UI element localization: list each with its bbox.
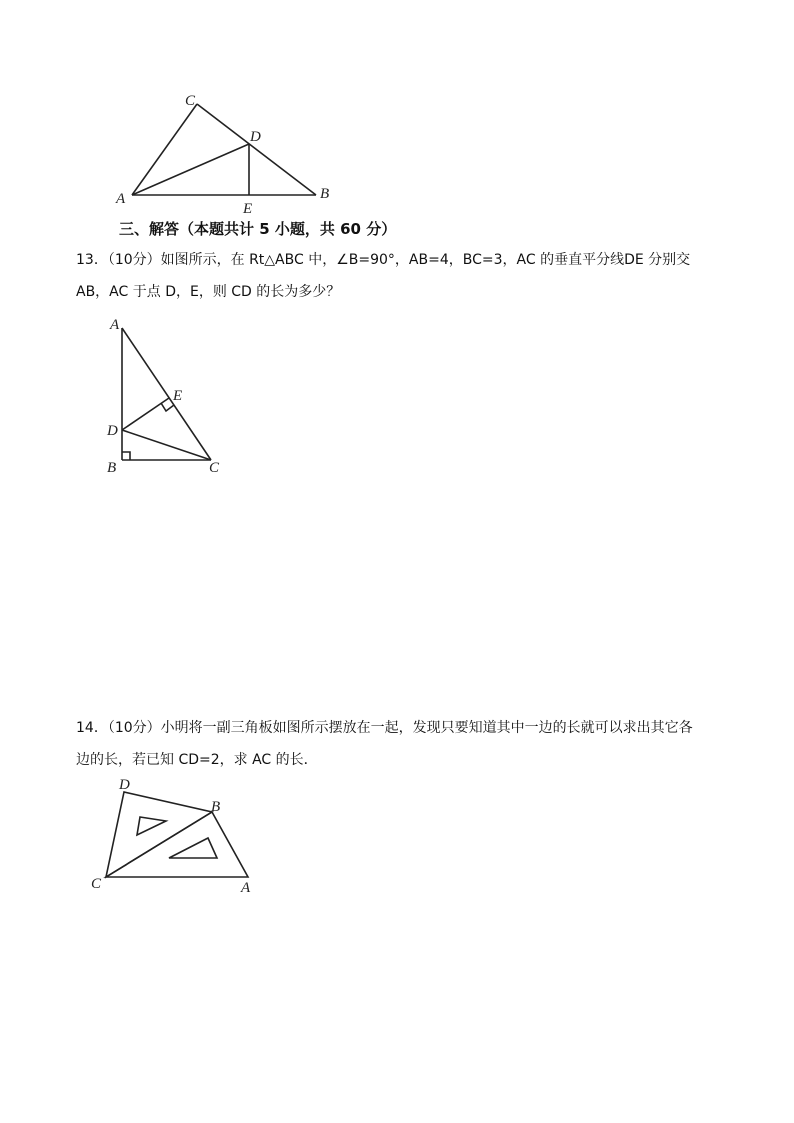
section-heading: 三、解答（本题共计 5 小题，共 60 分） <box>119 220 397 238</box>
label-d: D <box>107 423 118 439</box>
label-d: D <box>250 129 261 145</box>
label-b: B <box>320 186 330 202</box>
segment-de <box>122 398 169 430</box>
label-c: C <box>209 460 220 476</box>
figure-triangle-abc-de <box>110 88 340 218</box>
inner-cutout-right <box>169 838 217 858</box>
triangle-cba <box>106 812 248 877</box>
question-13-line-2: AB，AC 于点 D，E，则 CD 的长为多少？ <box>76 284 341 300</box>
segment-cb <box>197 104 316 195</box>
question-14-line-2: 边的长，若已知 CD=2，求 AC 的长． <box>76 752 318 768</box>
label-a: A <box>110 317 120 333</box>
figure-right-triangle-abc <box>100 312 240 482</box>
label-a: A <box>241 880 251 896</box>
segment-dc <box>122 430 211 460</box>
segment-ac <box>122 328 211 460</box>
label-e: E <box>173 388 183 404</box>
triangle-dcb <box>106 792 212 877</box>
question-13-line-1: 13．（10分）如图所示，在 Rt△ABC 中，∠B=90°，AB=4，BC=3，AC 的垂直平分线DE 分别交 <box>76 252 691 268</box>
label-d: D <box>119 777 130 793</box>
label-c: C <box>185 93 196 109</box>
label-b: B <box>107 460 117 476</box>
inner-cutout-left <box>137 817 166 835</box>
label-c: C <box>91 876 102 892</box>
label-b: B <box>211 799 221 815</box>
label-a: A <box>116 191 126 207</box>
figure-set-squares <box>85 775 265 895</box>
right-angle-mark-e <box>161 403 174 411</box>
right-angle-mark-b <box>122 452 130 460</box>
label-e: E <box>243 201 253 217</box>
question-14-line-1: 14．（10分）小明将一副三角板如图所示摆放在一起，发现只要知道其中一边的长就可以求出其它各 <box>76 720 693 736</box>
